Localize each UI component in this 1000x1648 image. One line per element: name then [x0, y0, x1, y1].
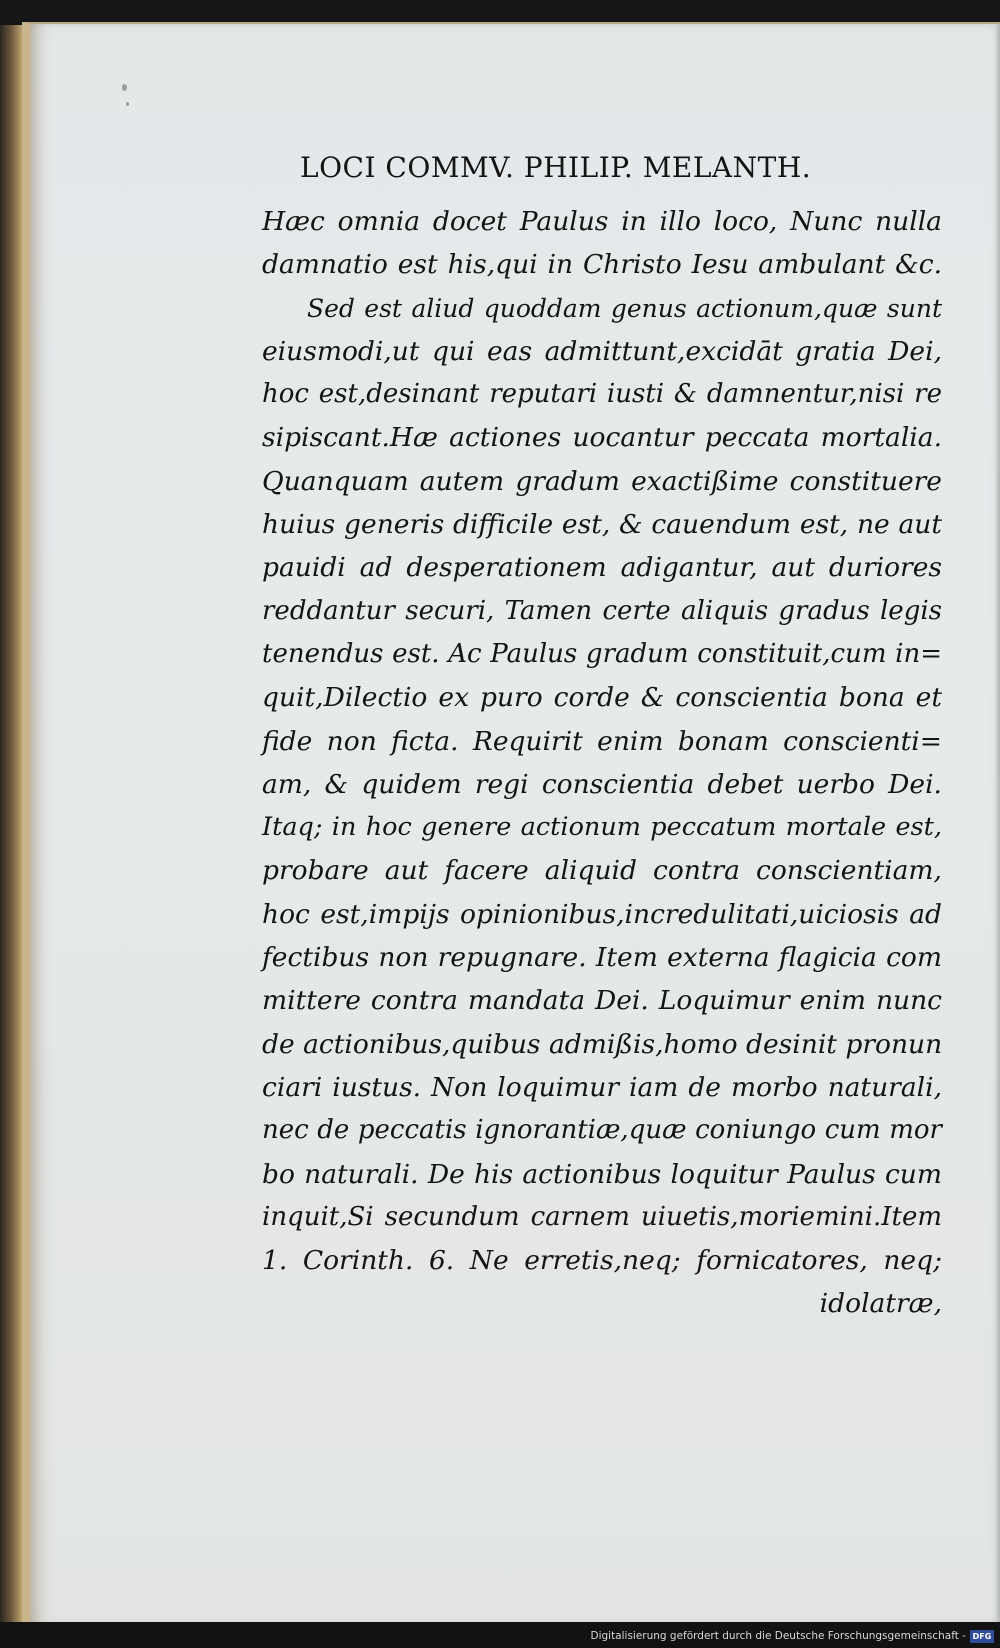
catchword: idolatræ,: [819, 1288, 942, 1320]
text-line: bo naturali. De his actionibus loquitur Paulus cum: [262, 1158, 942, 1190]
text-line: hoc est,desinant reputari iusti & damnentur,nisi re: [262, 379, 942, 410]
paper-spot: [122, 84, 127, 91]
text-line: Sed est aliud quoddam genus actionum,quæ sunt: [307, 293, 942, 323]
text-line: am, & quidem regi conscientia debet uerbo Dei.: [262, 768, 942, 800]
text-line: mittere contra mandata Dei. Loquimur enim nunc: [262, 985, 942, 1017]
text-line: eiusmodi,ut qui eas admittunt,excidāt gratia Dei,: [262, 335, 942, 367]
text-line: Quanquam autem gradum exactißime constituere: [262, 465, 942, 497]
text-line: nec de peccatis ignorantiæ,quæ coniungo cum mor: [262, 1115, 942, 1146]
text-line: de actionibus,quibus admißis,homo desinit pronun: [262, 1028, 943, 1060]
text-line: fide non ficta. Requirit enim bonam conscienti=: [262, 725, 942, 757]
text-line: damnatio est his,qui in Christo Iesu ambulant &c.: [262, 249, 942, 281]
running-head: LOCI COMMV. PHILIP. MELANTH.: [300, 151, 812, 184]
text-line: tenendus est. Ac Paulus gradum constituit,cum in=: [262, 638, 942, 669]
text-line: Hæc omnia docet Paulus in illo loco, Nunc nulla: [262, 206, 942, 237]
text-line: sipiscant.Hæ actiones uocantur peccata mortalia.: [262, 422, 942, 454]
text-line: ciari iustus. Non loquimur iam de morbo naturali,: [262, 1071, 942, 1103]
text-line: quit,Dilectio ex puro corde & conscientia bona et: [262, 682, 942, 714]
digitization-credit: Digitalisierung gefördert durch die Deutsche Forschungsgemeinschaft -: [590, 1630, 966, 1642]
text-line: inquit,Si secundum carnem uiuetis,moriemini.Item: [262, 1201, 942, 1232]
footer-bar: [0, 1622, 1000, 1648]
text-line: reddantur securi, Tamen certe aliquis gradus legis: [262, 595, 942, 626]
dfg-logo: DFG: [970, 1630, 994, 1643]
body-text: [262, 200, 942, 1326]
text-line: fectibus non repugnare. Item externa flagicia com: [262, 942, 942, 974]
text-line: 1. Corinth. 6. Ne erretis,neq; fornicatores, neq;: [262, 1245, 942, 1277]
text-line: hoc est,impijs opinionibus,incredulitati,uiciosis ad: [262, 898, 942, 930]
text-line: pauidi ad desperationem adigantur, aut duriores: [262, 552, 942, 584]
text-line: huius generis difficile est, & cauendum est, ne aut: [262, 509, 942, 541]
paper-spot: [126, 102, 129, 106]
text-line: probare aut facere aliquid contra conscientiam,: [262, 855, 942, 887]
text-line: Itaq; in hoc genere actionum peccatum mortale est,: [262, 812, 942, 843]
